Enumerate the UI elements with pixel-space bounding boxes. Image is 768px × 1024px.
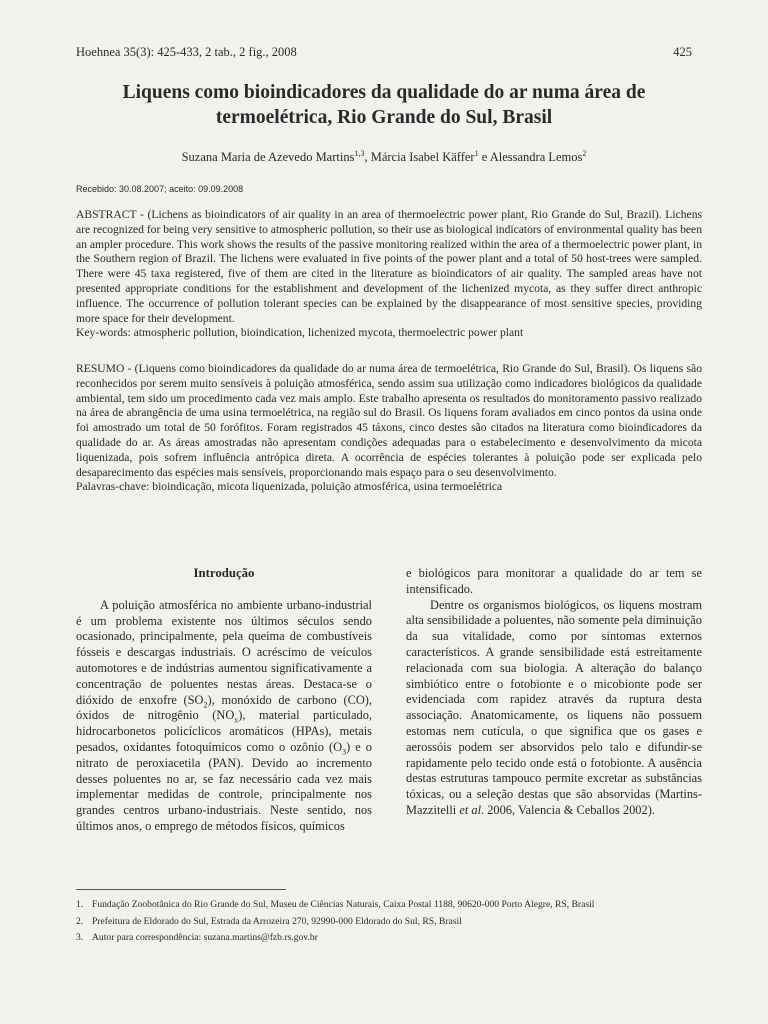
footnote-number: 3. <box>76 932 84 943</box>
footnote-text: Prefeitura de Eldorado do Sul, Estrada da Arrozeira 270, 92990-000 Eldorado do Sul, RS, Brasil <box>92 915 462 927</box>
author-3: Alessandra Lemos <box>489 150 583 164</box>
footnote-text: Autor para correspondência: suzana.martins@fzb.rs.gov.br <box>92 932 318 943</box>
abstract <box>76 208 702 341</box>
article-title <box>76 80 692 130</box>
text-run: Dentre os organismos biológicos, os liquens mostram alta sensibilidade a poluentes, não somente pela diminuição da sua vitalidade, como por sintomas externos característicos. A grande sensibilidade está estreitamente relacionada com sua biologia. A alteração do balanço simbiótico entre o fotobionte e o micobionte pode ser evidenciada com rapidez através da ruptura desta associação. Anatomicamente, os liquens não possuem estomas nem cutícula, o que significa que os gases e aerossóis podem ser absorvidos pelo talo e difundir-se rapidamente pelo tecido onde está o fotobionte. A ausência destas estruturas tampouco permite excretar as substâncias tóxicas, ou a seleção destas que são absorvidas (Martins-Mazzitelli <box>406 597 702 817</box>
so2-subscript: 2 <box>203 700 208 710</box>
author-2: Márcia Isabel Käffer <box>370 150 475 164</box>
footnote-text: Fundação Zoobotânica do Rio Grande do Sul, Museu de Ciências Naturais, Caixa Postal 1188, 90620-000 Porto Alegre, RS, Brasil <box>92 899 595 910</box>
resumo-keywords: Palavras-chave: bioindicação, micota liquenizada, poluição atmosférica, usina termoelétrica <box>76 480 503 494</box>
abstract-keywords: Key-words: atmospheric pollution, bioindication, lichenized mycota, thermoelectric power plant <box>76 326 524 340</box>
author-3-affiliation: 2 <box>582 148 587 158</box>
author-separator: , <box>364 150 371 164</box>
journal-citation: Hoehnea 35(3): 425-433, 2 tab., 2 fig., 2008 <box>76 45 297 59</box>
intro-paragraph-1 <box>76 598 372 835</box>
title-line-2: termoelétrica, Rio Grande do Sul, Brasil <box>215 107 553 128</box>
footnote <box>76 897 716 914</box>
abstract-text: ABSTRACT - (Lichens as bioindicators of air quality in an area of thermoelectric power plant, Rio Grande do Sul, Brazil). Lichens are recognized for being very sensitive to atmospheric pollution, so their use as biological indicators of environmental quality has been an ampler procedure. This work shows the results of the passive monitoring realized within the area of a thermoelectric power plant, in the Southern region of Brazil. The lichens were evaluated in five points of the power plant and a total of 50 host-trees were sampled. There were 45 taxa registered, five of them are cited in the literature as bioindicators of air quality. The sampled areas have not presented appropriate conditions for the establishment and development of the lichenized mycota, as they suffer direct anthropic influence. The occurrence of pollution tolerant species can be explained by the disappearance of most sensitive species, providing more space for their development. <box>76 208 702 325</box>
o3-subscript: 3 <box>342 747 347 757</box>
author-1-affiliation: 1,3 <box>354 148 365 158</box>
intro-paragraph-2 <box>406 598 702 819</box>
text-run: ) e o nitrato de peroxiacetila (PAN). Devido ao incremento desses poluentes no ar, se faz necessário cada vez mais implementar medidas de controle, principalmente nos grandes centros urbano-industriais. Neste sentido, nos últimos anos, o emprego de métodos físicos, químicos <box>76 739 372 833</box>
footnotes <box>76 897 716 947</box>
page-number: 425 <box>673 45 692 59</box>
resumo-text: RESUMO - (Liquens como bioindicadores da qualidade do ar numa área de termoelétrica, Rio Grande do Sul, Brasil). Os liquens são reconhecidos por serem muito sensíveis à poluição atmosférica, sendo assim sua utilização como indicadores biológicos da qualidade ambiental, tem sido um procedimento cada vez mais amplo. Este trabalho apresenta os resultados do monitoramento passivo realizado na área de abrangência de uma usina termoelétrica, na região sul do Brasil. Os liquens foram avaliados em cinco pontos da usina onde foi amostrado um total de 50 forófitos. Foram registrados 45 táxons, cinco destes são citados na literatura como bioindicadores da qualidade do ar. As áreas amostradas não apresentam condições adequadas para o estabelecimento e desenvolvimento da micota liquenizada, pois sofrem influência antrópica direta. A ocorrência de espécies tolerantes à poluição pode ser explicada pelo desaparecimento das espécies mais sensíveis, proporcionando mais espaço para o seu desenvolvimento. <box>76 362 702 479</box>
intro-paragraph-1-continued: e biológicos para monitorar a qualidade do ar tem se intensificado. <box>406 566 702 596</box>
right-column <box>406 566 702 819</box>
footnote <box>76 930 716 947</box>
footnote <box>76 914 716 931</box>
nox-subscript: x <box>234 715 239 725</box>
text-run: A poluição atmosférica no ambiente urbano-industrial é um problema existente nos últimos séculos sendo ocasionado, principalmente, pela queima de combustíveis fósseis e descargas industriais. O acréscimo de veículos automotores e de indústrias aumentou significativamente a concentração de poluentes nestas áreas. Destaca-se o dióxido de enxofre (SO <box>76 597 372 707</box>
footnote-number: 2. <box>76 915 84 927</box>
author-2-affiliation: 1 <box>474 148 479 158</box>
received-date: Recebido: 30.08.2007; aceito: 09.09.2008 <box>76 184 244 194</box>
author-1: Suzana Maria de Azevedo Martins <box>181 150 355 164</box>
title-line-1: Liquens como bioindicadores da qualidade do ar numa área de <box>122 82 646 103</box>
et-al: et al <box>459 802 482 817</box>
author-separator: e <box>478 150 490 164</box>
text-run: ), monóxido de carbono (CO), óxidos de nitrogênio (NO <box>76 692 373 723</box>
footnote-number: 1. <box>76 899 84 910</box>
left-column <box>76 566 372 835</box>
resumo <box>76 362 702 495</box>
text-run: ), material particulado, hidrocarbonetos policíclicos aromáticos (HPAs), metais pesados, oxidantes fotoquímicos como o ozônio (O <box>76 708 372 754</box>
section-heading: Introdução <box>193 566 255 580</box>
author-list <box>76 150 692 165</box>
text-run: . 2006, Valencia & Ceballos 2002). <box>481 802 655 817</box>
footnote-divider <box>76 889 286 890</box>
